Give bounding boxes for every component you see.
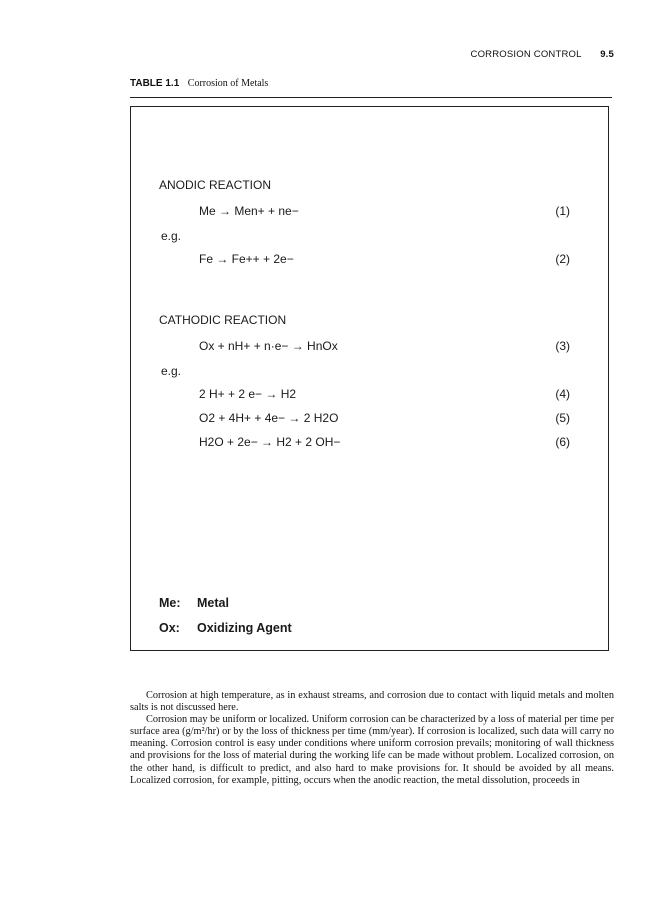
paragraph: Corrosion may be uniform or localized. Uniform corrosion can be characterized by a loss of material per time per surface area (g/m²/hr) or by the loss of thickness per time (mm/year). If corrosion is localized, such data will carry no meaning. Corrosion control is easy under conditions where uniform corrosion prevails; monitoring of wall thickness and provisions for the loss of material during the working life can be made without problem. Localized corrosion, on the other hand, is difficult to predict, and also hard to make provisions for. It should be avoided by all means. Localized corrosion, for example, pitting, occurs when the anodic reaction, the metal dissolution, proceeds in: [130, 714, 614, 786]
equation-number-2: (2): [555, 252, 570, 266]
equation-number-1: (1): [555, 204, 570, 218]
legend-key-me: Me:: [159, 596, 181, 610]
running-head: [471, 49, 614, 60]
equation-number-4: (4): [555, 387, 570, 401]
equation-number-3: (3): [555, 339, 570, 353]
cathodic-example-equation: O2 + 4H+ + 4e− → 2 H2O: [199, 411, 339, 425]
legend-value-metal: Metal: [197, 596, 229, 610]
equation-number-6: (6): [555, 435, 570, 449]
running-head-section: CORROSION CONTROL: [470, 49, 582, 60]
legend-value-oxidizing-agent: Oxidizing Agent: [197, 621, 292, 635]
caption-rule: [130, 97, 612, 98]
paragraph: Corrosion at high temperature, as in exhaust streams, and corrosion due to contact with liquid metals and molten salts is not discussed here.: [130, 690, 614, 714]
corrosion-figure: [130, 106, 609, 651]
cathodic-example-equation: 2 H+ + 2 e− → H2: [199, 387, 297, 401]
body-text: [130, 690, 614, 787]
cathodic-heading: CATHODIC REACTION: [159, 313, 287, 327]
cathodic-example-equation: H2O + 2e− → H2 + 2 OH−: [199, 435, 341, 449]
page-number: 9.5: [600, 49, 614, 60]
table-caption: [130, 78, 268, 89]
cathodic-eg-label: e.g.: [161, 364, 182, 378]
anodic-eg-label: e.g.: [161, 229, 182, 243]
equation-number-5: (5): [555, 411, 570, 425]
table-label: TABLE 1.1: [130, 78, 180, 89]
cathodic-general-equation: Ox + nH+ + n·e− → HnOx: [199, 339, 338, 353]
legend-key-ox: Ox:: [159, 621, 180, 635]
table-title: Corrosion of Metals: [187, 78, 269, 89]
anodic-general-equation: Me → Men+ + ne−: [199, 204, 299, 218]
anodic-example-equation: Fe → Fe++ + 2e−: [199, 252, 294, 266]
anodic-heading: ANODIC REACTION: [159, 178, 272, 192]
